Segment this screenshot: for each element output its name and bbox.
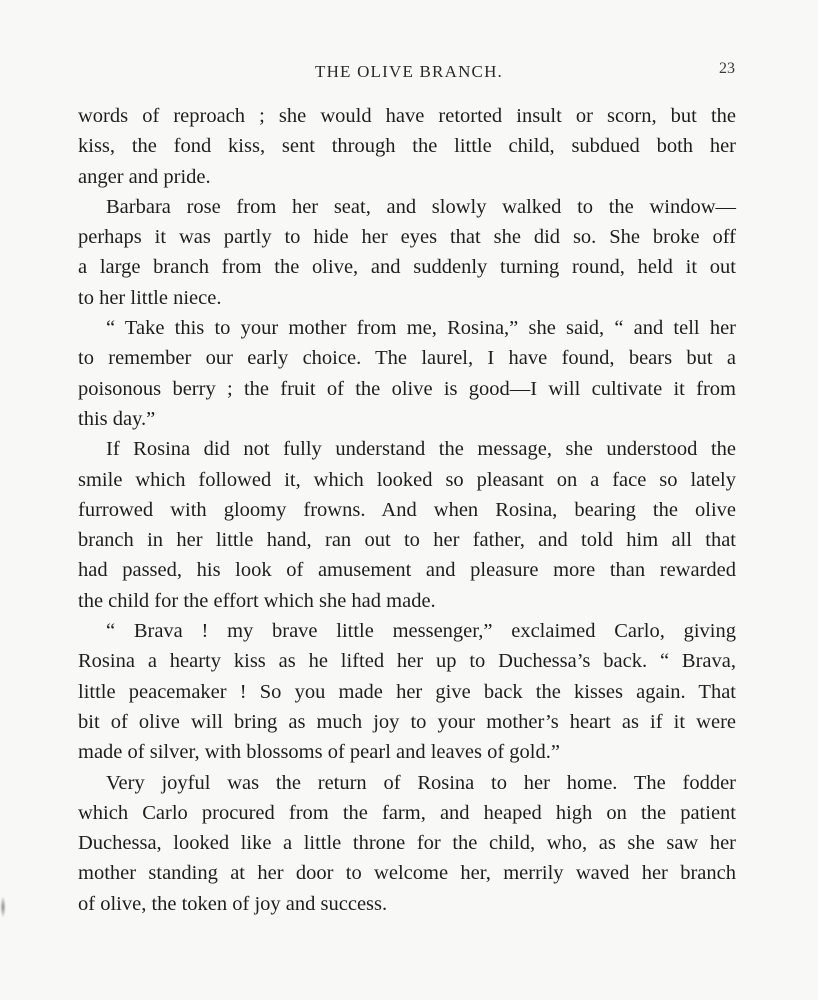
text-line: poisonous berry ; the fruit of the olive is good—I will cultivate it from: [78, 377, 736, 400]
page-speck: [0, 896, 6, 918]
text-line: made of silver, with blossoms of pearl and leaves of gold.”: [78, 741, 560, 764]
text-line: of olive, the token of joy and success.: [78, 892, 388, 915]
text-line: to her little niece.: [78, 286, 222, 309]
text-line: Very joyful was the return of Rosina to her home. The fodder: [106, 771, 736, 794]
text-line: the child for the effort which she had made.: [78, 589, 436, 612]
text-line: words of reproach ; she would have retorted insult or scorn, but the: [78, 105, 736, 127]
text-line: little peacemaker ! So you made her give back the kisses again. That: [78, 680, 736, 703]
text-line: had passed, his look of amusement and pleasure more than rewarded: [78, 559, 736, 582]
text-line: Duchessa, looked like a little throne for the child, who, as she saw her: [78, 832, 736, 855]
text-line: to remember our early choice. The laurel, I have found, bears but a: [78, 347, 736, 370]
text-line: Barbara rose from her seat, and slowly walked to the window—: [106, 195, 736, 218]
text-line: bit of olive will bring as much joy to your mother’s heart as if it were: [78, 710, 736, 733]
text-line: “ Brava ! my brave little messenger,” exclaimed Carlo, giving: [106, 620, 736, 643]
text-line: kiss, the fond kiss, sent through the little child, subdued both her: [78, 135, 736, 158]
running-head: [0, 58, 818, 86]
text-line: which Carlo procured from the farm, and heaped high on the patient: [78, 801, 736, 824]
page-number: 23: [719, 60, 735, 77]
text-line: If Rosina did not fully understand the message, she understood the: [106, 438, 736, 461]
text-line: branch in her little hand, ran out to her father, and told him all that: [78, 529, 736, 552]
text-line: perhaps it was partly to hide her eyes that she did so. She broke off: [78, 226, 736, 249]
running-title: THE OLIVE BRANCH.: [314, 62, 504, 81]
text-line: anger and pride.: [78, 165, 211, 188]
text-line: this day.”: [78, 407, 156, 430]
text-line: furrowed with gloomy frowns. And when Rosina, bearing the olive: [78, 498, 736, 521]
text-line: a large branch from the olive, and suddenly turning round, held it out: [78, 256, 736, 279]
text-line: Rosina a hearty kiss as he lifted her up to Duchessa’s back. “ Brava,: [78, 650, 736, 673]
text-line: “ Take this to your mother from me, Rosina,” she said, “ and tell her: [106, 317, 736, 340]
text-line: smile which followed it, which looked so pleasant on a face so lately: [78, 468, 736, 491]
body-text: [78, 101, 736, 919]
text-line: mother standing at her door to welcome her, merrily waved her branch: [78, 862, 736, 885]
